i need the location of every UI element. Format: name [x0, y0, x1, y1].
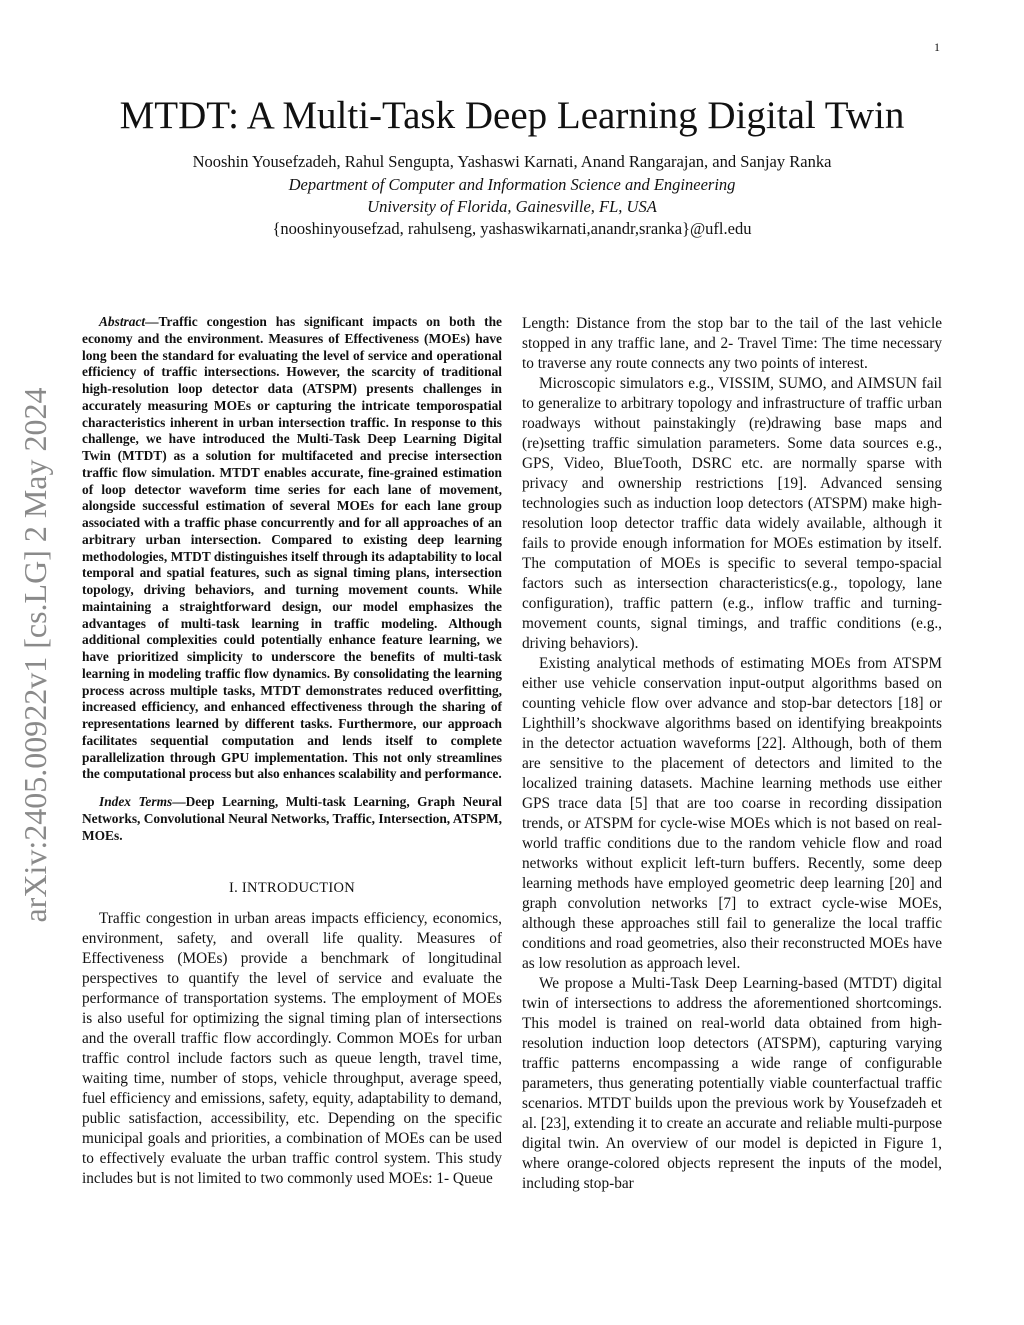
- abstract-label: Abstract: [99, 314, 146, 329]
- body-paragraph-simulators: Microscopic simulators e.g., VISSIM, SUMO, and AIMSUN fail to generalize to arbitrary topology and infrastructure of traffic urban roadways without painstakingly (re)drawing base maps and (re)setting traffic simulation parameters. Some data sources e.g., GPS, Video, BlueTooth, DSRC etc. are normally sparse with privacy and ownership restrictions [19]. Advanced sensing technologies such as induction loop detectors (ATSPM) make high-resolution loop detector traffic data widely available, although it fails to provide enough information for MOEs estimation by itself. The computation of MOEs is specific to several tempo-spacial factors such as intersection characteristics(e.g., topology, lane configuration), traffic pattern (e.g., inflow traffic and turning-movement counts, signal timings, and traffic conditions (e.g., driving behaviors).: [522, 375, 942, 652]
- body-paragraph-existing-methods: Existing analytical methods of estimating MOEs from ATSPM either use vehicle conservation input-output algorithms based on counting vehicle flow over advance and stop-bar detectors [18] or Lighthill’s shockwave algorithms based on identifying breakpoints in the detector actuation waveforms [22]. Although, both of them are sensitive to the placement of detectors and limited to the localized training datasets. Machine learning methods use either GPS trace data [5] that are too coarse in recording dissipation trends, or ATSPM for cycle-wise MOEs which is not based on real-world traffic conditions due to the random vehicle flow and road networks without explicit left-turn buffers. Recently, some deep learning methods have employed geometric deep learning [20] and graph convolution networks [7] to extract cycle-wise MOEs, although these approaches still fail to generalize the local traffic conditions and road geometries, also their reconstructed MOEs have as low resolution as approach level.: [522, 655, 942, 972]
- paper-title: MTDT: A Multi-Task Deep Learning Digital Twin: [119, 94, 905, 137]
- abstract-text: —Traffic congestion has significant impacts on both the economy and the environment. Measures of Effectiveness (MOEs) have long been the standard for evaluating the level of service and operational efficiency of traffic intersections. However, the scarcity of traditional high-resolution loop detector data (ATSPM) presents challenges in accurately measuring MOEs or capturing the intricate temporospatial characteristics inherent in urban intersection traffic. In response to this challenge, we have introduced the Multi-Task Deep Learning Digital Twin (MTDT) as a solution for multifaceted and precise intersection traffic flow simulation. MTDT enables accurate, fine-grained estimation of loop detector waveform time series for each lane of movement, alongside successful estimation of several MOEs for each lane group associated with a traffic phase concurrently and for all approaches of an arbitrary urban intersection. Compared to existing deep learning methodologies, MTDT distinguishes itself through its adaptability to local temporal and spatial features, such as signal timing plans, intersection topology, driving behaviors, and turning movement counts. While maintaining a straightforward design, our model emphasizes the advantages of multi-task learning in traffic modeling. Although additional complexities could potentially enhance feature learning, we have prioritized simplicity to underscore the benefits of multi-task learning in modeling traffic flow dynamics. By consolidating the learning process across multiple tasks, MTDT demonstrates reduced overfitting, increased efficiency, and enhanced effectiveness through the sharing of representations learned by different tasks. Furthermore, our approach facilitates sequential computation and lends itself to complete parallelization through GPU implementation. This not only streamlines the computational process but also enhances scalability and performance.: [82, 314, 502, 782]
- index-terms-text: —Deep Learning, Multi-task Learning, Graph Neural Networks, Convolutional Neural Networks, Traffic, Intersection, ATSPM, MOEs.: [82, 794, 502, 843]
- body-paragraph-continued: Length: Distance from the stop bar to the tail of the last vehicle stopped in any traffic lane, and 2- Travel Time: The time necessary to traverse any route connects any two points of interest.: [522, 315, 942, 372]
- section-heading-introduction: I. INTRODUCTION: [228, 880, 356, 897]
- index-terms-label: Index Terms: [99, 794, 173, 809]
- index-terms: [82, 794, 502, 844]
- affiliation-department: Department of Computer and Information Science and Engineering: [288, 175, 736, 194]
- body-paragraph-proposal: We propose a Multi-Task Deep Learning-based (MTDT) digital twin of intersections to address the aforementioned shortcomings. This model is trained on real-world data obtained from high-resolution induction loop detectors (ATSPM), capturing varying traffic patterns encompassing a wide range of configurable parameters, thus generating potentially viable counterfactual traffic scenarios. MTDT builds upon the previous work by Yousefzadeh et al. [23], extending it to create an accurate and reliable multi-purpose digital twin. An overview of our model is depicted in Figure 1, where orange-colored objects represent the inputs of the model, including stop-bar: [522, 975, 942, 1192]
- affiliation-university: University of Florida, Gainesville, FL, USA: [367, 197, 657, 216]
- author-list: Nooshin Yousefzadeh, Rahul Sengupta, Yashaswi Karnati, Anand Rangarajan, and Sanjay Ranka: [192, 152, 832, 171]
- author-emails: {nooshinyousefzad, rahulseng, yashaswikarnati,anandr,sranka}@ufl.edu: [272, 219, 752, 238]
- page-number: 1: [934, 40, 940, 54]
- abstract: [82, 314, 502, 783]
- right-column: [522, 314, 942, 1194]
- arxiv-identifier: arXiv:2405.00922v1 [cs.LG] 2 May 2024: [17, 387, 53, 923]
- intro-paragraph-1: Traffic congestion in urban areas impacts efficiency, economics, environment, safety, and overall life quality. Measures of Effectiveness (MOEs) provide a benchmark of longitudinal perspectives to quantify the level of service and evaluate the performance of transportation systems. The employment of MOEs is also useful for optimizing the signal timing plan of intersections and the overall traffic flow accordingly. Common MOEs for urban traffic control include factors such as queue length, travel time, waiting time, number of stops, vehicle throughput, average speed, fuel efficiency and emissions, safety, equity, adaptability to demand, public satisfaction, accessibility, etc. Depending on the specific municipal goals and priorities, a combination of MOEs can be used to effectively evaluate the urban traffic control system. This study includes but is not limited to two commonly used MOEs: 1- Queue: [82, 910, 502, 1188]
- left-column: [82, 314, 502, 1189]
